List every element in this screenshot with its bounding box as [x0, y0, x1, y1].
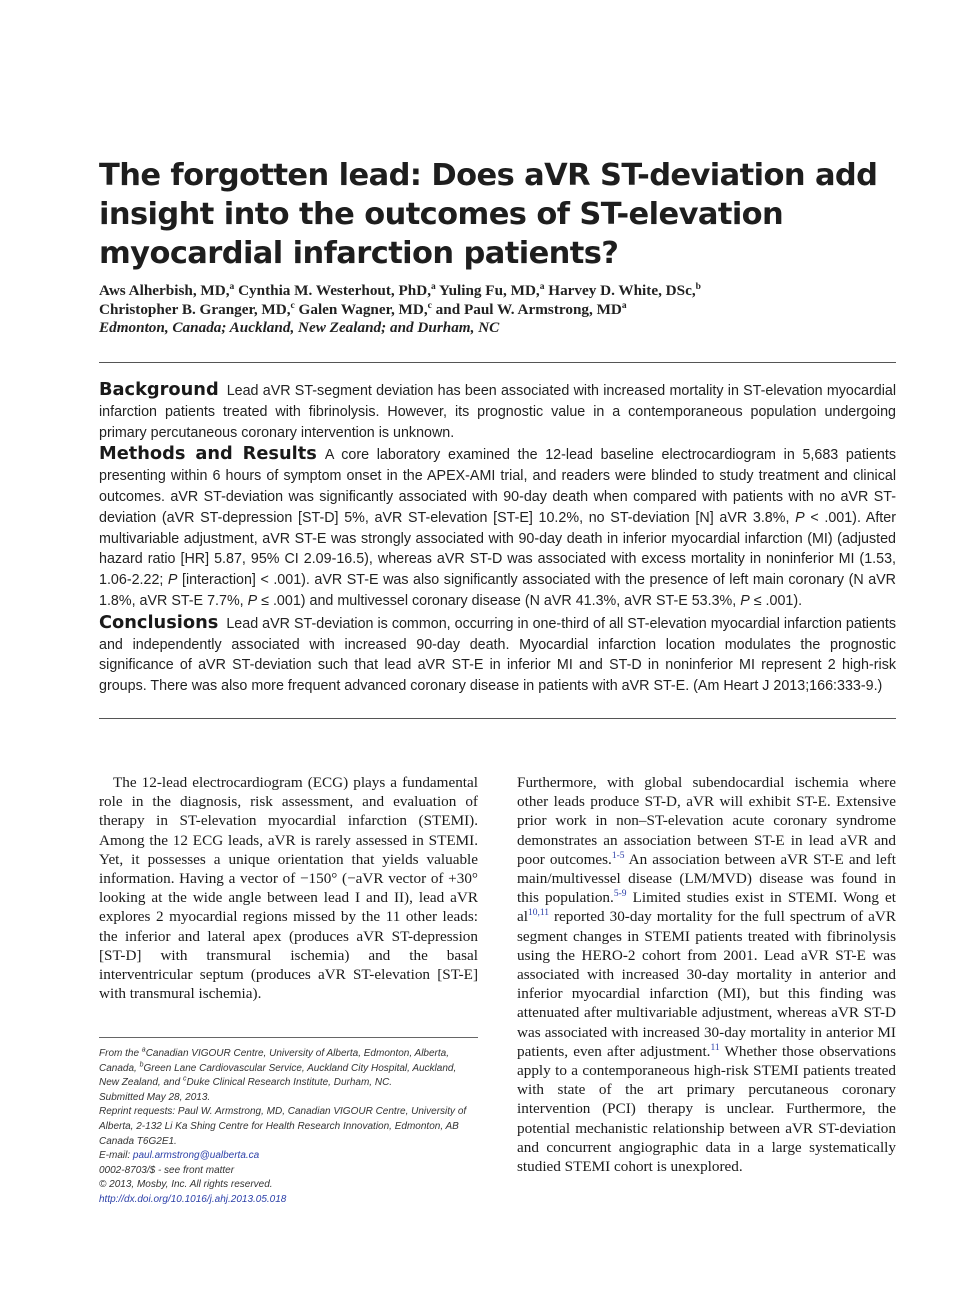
conclusions-text: Lead aVR ST-deviation is common, occurring in one-third of all ST-elevation myocardial infarction patients and independently associated with increased 90-day death. Myocardial infarction location modulates the prognostic significance of aVR ST-deviation such that lead aVR ST-E in inferior MI and ST-D in noninferior MI represent 2 high-risk groups. There was also more frequent advanced coronary disease in patients with aVR ST-E. (Am Heart J 2013;166:333-9.) [99, 615, 896, 695]
abstract-methods [99, 444, 896, 611]
issn: 0002-8703/$ - see front matter [99, 1164, 235, 1176]
author: Cynthia M. Westerhout, PhD, [238, 282, 432, 299]
email-label: E-mail: [99, 1150, 133, 1162]
abstract-background [99, 380, 896, 443]
affiliation-mark: a [141, 1046, 146, 1054]
submitted-date: Submitted May 28, 2013. [99, 1091, 211, 1103]
methods-heading: Methods and Results [99, 443, 317, 465]
body-text: reported 30-day mortality for the full spectrum of aVR segment changes in STEMI patients treated with fibrinolysis using the HERO-2 cohort from 2001. Lead aVR ST-E was associated with increased 30-day mortality in anterior and inferior myocardial infarction (MI), but this finding was attenuated after multivariable adjustment, whereas aVR ST-D was associated with increased 30-day mortality in anterior MI patients, even after adjustment. [517, 908, 896, 1060]
methods-text: ≤ .001) and multivessel coronary disease (N aVR 41.3%, aVR ST-E 53.3%, [257, 592, 741, 609]
author: Yuling Fu, MD, [439, 282, 540, 299]
affiliation-mark: a [621, 300, 627, 311]
citation-link[interactable]: 11 [710, 1042, 720, 1053]
footnotes [99, 1047, 478, 1208]
doi-link[interactable]: http://dx.doi.org/10.1016/j.ahj.2013.05.018 [99, 1193, 287, 1205]
affiliation-b: Green Lane Cardiovascular Service, Auckland City Hospital, Auckland, New Zealand, [99, 1062, 457, 1089]
author-locations: Edmonton, Canada; Auckland, New Zealand; and Durham, NC [99, 319, 500, 336]
abstract-conclusions [99, 613, 896, 697]
citation-link[interactable]: 10,11 [527, 908, 549, 919]
affiliation-mark: a [431, 281, 436, 292]
author: Aws Alherbish, MD, [99, 282, 230, 299]
methods-text: < .001). After multivariable adjustment, aVR ST-E was strongly associated with 90-day death in inferior myocardial infarction (MI) (adjusted hazard ratio [HR] 5.87, 95% CI 2.09-16.5), whereas aVR ST-D was associated with excess mortality in noninferior MI (1.53, 1.06-2.22; [99, 509, 896, 589]
copyright: © 2013, Mosby, Inc. All rights reserved. [99, 1179, 273, 1191]
reprint-requests: Reprint requests: Paul W. Armstrong, MD, Canadian VIGOUR Centre, University of Alberta, 2-132 Li Ka Shing Centre for Health Research Innovation, Edmonton, AB Canada T6G2E1. [99, 1106, 467, 1147]
author: Galen Wagner, MD, [298, 301, 428, 318]
footnote-text: and [163, 1077, 183, 1089]
abstract [99, 380, 896, 698]
affiliation-mark: b [139, 1061, 144, 1069]
header-divider [99, 362, 896, 363]
body-column-right [517, 773, 896, 1176]
affiliation-mark: c [182, 1075, 187, 1083]
affiliation-c: Duke Clinical Research Institute, Durham, NC. [186, 1077, 393, 1089]
body-text: Limited studies exist in STEMI. Wong et al [517, 889, 897, 926]
affiliation-mark: c [427, 300, 432, 311]
citation-link[interactable]: 1-5 [611, 850, 625, 861]
body-text: An association between aVR ST-E and left main/multivessel disease (LM/MVD) disease was found in this population. [517, 850, 896, 907]
methods-text: A core laboratory examined the 12-lead baseline electrocardiogram in 5,683 patients presenting within 6 hours of symptom onset in the APEX-AMI trial, and readers were blinded to study treatment and clinical outcomes. aVR ST-deviation was significantly associated with 90-day death when compared with patients with no aVR ST-deviation (aVR ST-depression [ST-D] 5%, aVR ST-elevation [ST-E] 10.2%, no ST-deviation [N] aVR 3.8%, [99, 447, 896, 526]
p-symbol: P [167, 572, 178, 589]
affiliation-a: Canadian VIGOUR Centre, University of Alberta, Edmonton, Alberta, Canada, [99, 1048, 449, 1074]
methods-text: ≤ .001). [749, 592, 803, 609]
abstract-divider [99, 718, 896, 719]
body-text: Whether those observations apply to a contemporaneous high-risk STEMI patients treated with state of the art primary percutaneous coronary intervention (PCI) therapy is unclear. Furthermore, the potential mechanistic relationship between aVR ST-deviation and concurrent angiographic data in a large systematically studied STEMI cohort is unexplored. [517, 1042, 896, 1176]
background-heading: Background [99, 379, 219, 400]
author-list [99, 281, 899, 319]
p-symbol: P [740, 592, 750, 609]
author: Christopher B. Granger, MD, [99, 301, 291, 318]
p-symbol: P [247, 592, 258, 609]
email-link[interactable]: paul.armstrong@ualberta.ca [132, 1150, 260, 1162]
body-paragraph [517, 773, 896, 1176]
citation-link[interactable]: 5-9 [613, 889, 627, 900]
affiliation-mark: b [695, 281, 701, 292]
author: and Paul W. Armstrong, MD [435, 301, 622, 318]
body-column-left [99, 773, 478, 1003]
article-title: The forgotten lead: Does aVR ST-deviation add insight into the outcomes of ST-elevation myocardial infarction patients? [99, 158, 878, 271]
affiliation-mark: a [539, 281, 545, 292]
email-line [99, 1149, 478, 1164]
body-text: Furthermore, with global subendocardial ischemia where other leads produce ST-D, aVR will exhibit ST-E. Extensive prior work in non–ST-elevation acute coronary syndrome demonstrates an association between ST-E in lead aVR and poor outcomes. [517, 774, 896, 868]
body-paragraph: The 12-lead electrocardiogram (ECG) plays a fundamental role in the diagnosis, risk assessment, and evaluation of therapy in ST-elevation myocardial infarction (STEMI). Among the 12 ECG leads, aVR is rarely assessed in STEMI. Yet, it possesses a unique orientation that yields valuable information. Having a vector of −150° (−aVR vector of +30° looking at the wide angle between lead I and II), lead aVR explores 2 myocardial regions missed by the 11 other leads: the inferior and lateral apex (produces aVR ST-depression [ST-D] with transmural ischemia) and the basal interventricular septum (produces aVR ST-elevation [ST-E] with transmural ischemia). [99, 774, 478, 1003]
background-text: Lead aVR ST-segment deviation has been associated with increased mortality in ST-elevation myocardial infarction patients treated with fibrinolysis. However, its prognostic value in a contemporaneous population undergoing primary percutaneous coronary intervention is unknown. [99, 383, 896, 441]
affiliation-mark: c [290, 300, 295, 311]
affiliations-note [99, 1047, 478, 1091]
p-symbol: P [795, 509, 805, 526]
conclusions-heading: Conclusions [99, 611, 219, 633]
footnote-divider [99, 1037, 478, 1038]
footnote-text: From the [99, 1048, 142, 1059]
author: Harvey D. White, DSc, [548, 282, 696, 299]
affiliation-mark: a [229, 281, 235, 292]
methods-text: [interaction] < .001). aVR ST-E was also significantly associated with the presence of left main coronary (N aVR 1.8%, aVR ST-E 7.7%, [99, 572, 897, 609]
